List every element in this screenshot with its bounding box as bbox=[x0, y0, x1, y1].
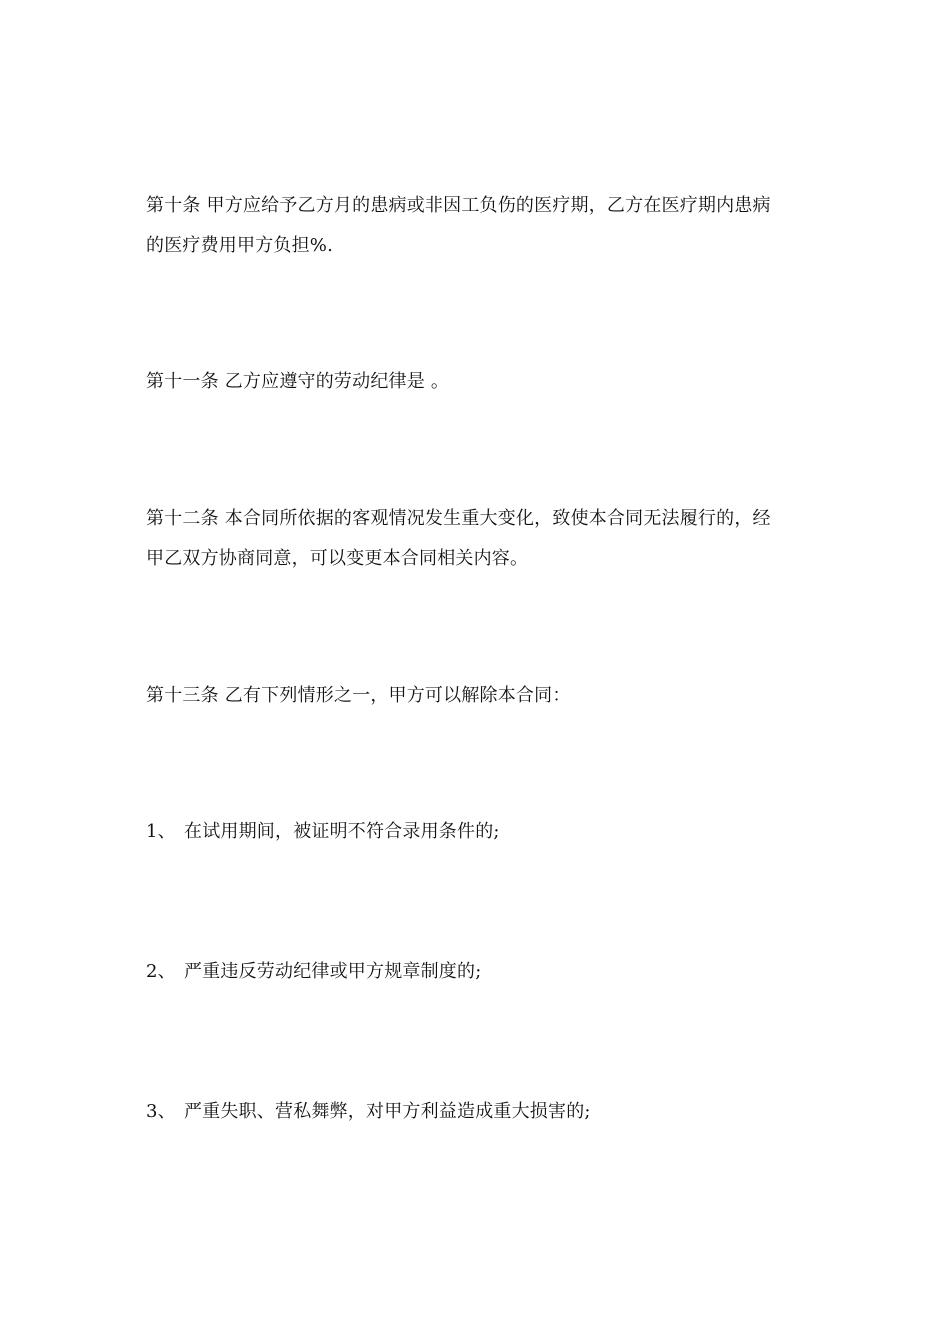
clause-11-line-1: 第十一条 乙方应遵守的劳动纪律是 。 bbox=[146, 371, 450, 392]
clause-12-line-1: 第十二条 本合同所依据的客观情况发生重大变化，致使本合同无法履行的，经 bbox=[146, 508, 771, 529]
list-item-number: 3、 bbox=[146, 1101, 176, 1122]
list-item bbox=[146, 816, 816, 848]
list-item-number: 2、 bbox=[146, 961, 176, 982]
list-item-text: 严重失职、营私舞弊，对甲方利益造成重大损害的; bbox=[184, 1101, 591, 1122]
list-item-number: 1、 bbox=[146, 821, 176, 842]
list-item bbox=[146, 956, 816, 988]
list-item bbox=[146, 1096, 816, 1128]
clause-10-line-1: 第十条 甲方应给予乙方月的患病或非因工负伤的医疗期，乙方在医疗期内患病 bbox=[146, 195, 771, 216]
list-item-text: 在试用期间，被证明不符合录用条件的; bbox=[184, 821, 500, 842]
clause-10-line-2: 的医疗费用甲方负担%. bbox=[146, 235, 334, 256]
clause-13-line-1: 第十三条 乙有下列情形之一，甲方可以解除本合同： bbox=[146, 685, 571, 706]
list-item-text: 严重违反劳动纪律或甲方规章制度的; bbox=[184, 961, 482, 982]
clause-12-line-2: 甲乙双方协商同意，可以变更本合同相关内容。 bbox=[146, 548, 529, 569]
